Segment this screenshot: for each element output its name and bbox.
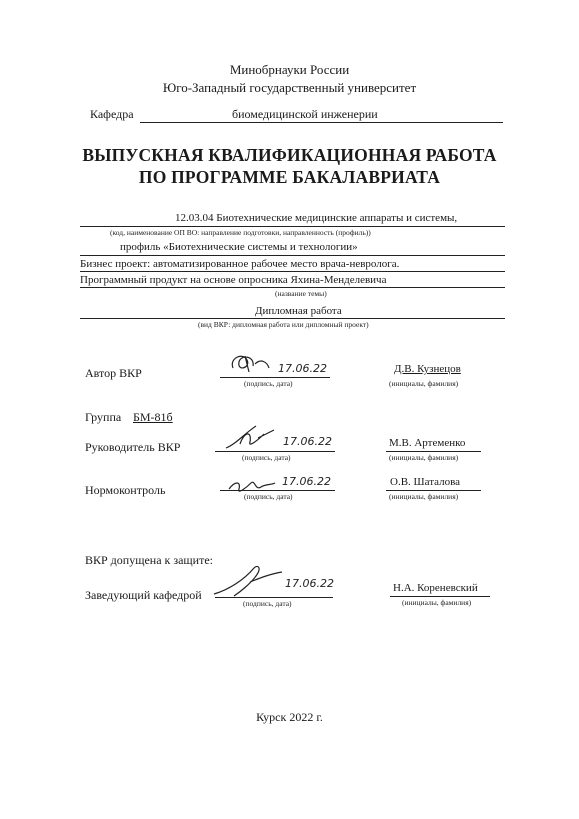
author-sign-underline bbox=[220, 377, 330, 378]
normcontrol-date: 17.06.22 bbox=[282, 475, 331, 488]
department-head-signature-image bbox=[210, 560, 290, 600]
topic-line1: Бизнес проект: автоматизированное рабочее место врача-невролога. bbox=[80, 258, 400, 270]
admission-heading: ВКР допущена к защите: bbox=[85, 553, 213, 567]
program-underline bbox=[80, 226, 505, 227]
department-head-date: 17.06.22 bbox=[285, 577, 334, 590]
thesis-title-line1: ВЫПУСКНАЯ КВАЛИФИКАЦИОННАЯ РАБОТА bbox=[82, 145, 497, 165]
supervisor-sign-underline bbox=[215, 451, 335, 452]
department-head-label: Заведующий кафедрой bbox=[85, 588, 202, 602]
profile-underline bbox=[80, 255, 505, 256]
group-value: БМ-81б bbox=[133, 410, 173, 424]
supervisor-name-caption: (инициалы, фамилия) bbox=[389, 453, 459, 462]
supervisor-date: 17.06.22 bbox=[283, 435, 332, 448]
normcontrol-sign-underline bbox=[220, 490, 335, 491]
ministry-name: Минобрнауки России bbox=[229, 62, 350, 77]
department-value: биомедицинской инженерии bbox=[232, 107, 378, 121]
author-sign-caption: (подпись, дата) bbox=[244, 379, 293, 388]
department-head-name-caption: (инициалы, фамилия) bbox=[402, 598, 472, 607]
university-name: Юго-Западный государственный университет bbox=[162, 80, 417, 95]
city-year: Курск 2022 г. bbox=[256, 710, 323, 724]
thesis-title-line2: ПО ПРОГРАММЕ БАКАЛАВРИАТА bbox=[138, 167, 441, 187]
normcontrol-name-caption: (инициалы, фамилия) bbox=[389, 492, 459, 501]
supervisor-name-underline bbox=[386, 451, 481, 452]
normcontrol-label: Нормоконтроль bbox=[85, 483, 166, 497]
work-type-caption: (вид ВКР: дипломная работа или дипломный проект) bbox=[198, 320, 369, 329]
work-type: Дипломная работа bbox=[255, 305, 342, 317]
department-head-sign-underline bbox=[215, 597, 333, 598]
author-name: Д.В. Кузнецов bbox=[394, 363, 461, 375]
supervisor-name: М.В. Артеменко bbox=[389, 437, 466, 449]
normcontrol-name: О.В. Шаталова bbox=[390, 476, 461, 488]
work-type-underline bbox=[80, 318, 505, 319]
department-head-name-underline bbox=[390, 596, 490, 597]
author-date: 17.06.22 bbox=[278, 362, 327, 375]
author-name-caption: (инициалы, фамилия) bbox=[389, 379, 459, 388]
supervisor-label: Руководитель ВКР bbox=[85, 440, 181, 454]
department-label: Кафедра bbox=[90, 107, 134, 121]
department-underline bbox=[140, 122, 503, 123]
topic-underline1 bbox=[80, 271, 505, 272]
topic-caption: (название темы) bbox=[275, 289, 327, 298]
normcontrol-name-underline bbox=[386, 490, 481, 491]
topic-underline2 bbox=[80, 287, 505, 288]
author-signature-image bbox=[225, 350, 275, 378]
program-caption: (код, наименование ОП ВО: направление подготовки, направленность (профиль)) bbox=[110, 228, 371, 237]
author-label: Автор ВКР bbox=[85, 366, 142, 380]
topic-line2: Программный продукт на основе опросника Яхина-Менделевича bbox=[80, 274, 387, 286]
program-profile: профиль «Биотехнические системы и технологии» bbox=[120, 241, 358, 253]
supervisor-sign-caption: (подпись, дата) bbox=[242, 453, 291, 462]
program-code: 12.03.04 Биотехнические медицинские аппараты и системы, bbox=[175, 212, 458, 224]
normcontrol-sign-caption: (подпись, дата) bbox=[244, 492, 293, 501]
department-head-sign-caption: (подпись, дата) bbox=[243, 599, 292, 608]
supervisor-signature-image bbox=[222, 420, 282, 454]
group-label: Группа bbox=[85, 410, 122, 424]
department-head-name: Н.А. Кореневский bbox=[393, 582, 478, 594]
